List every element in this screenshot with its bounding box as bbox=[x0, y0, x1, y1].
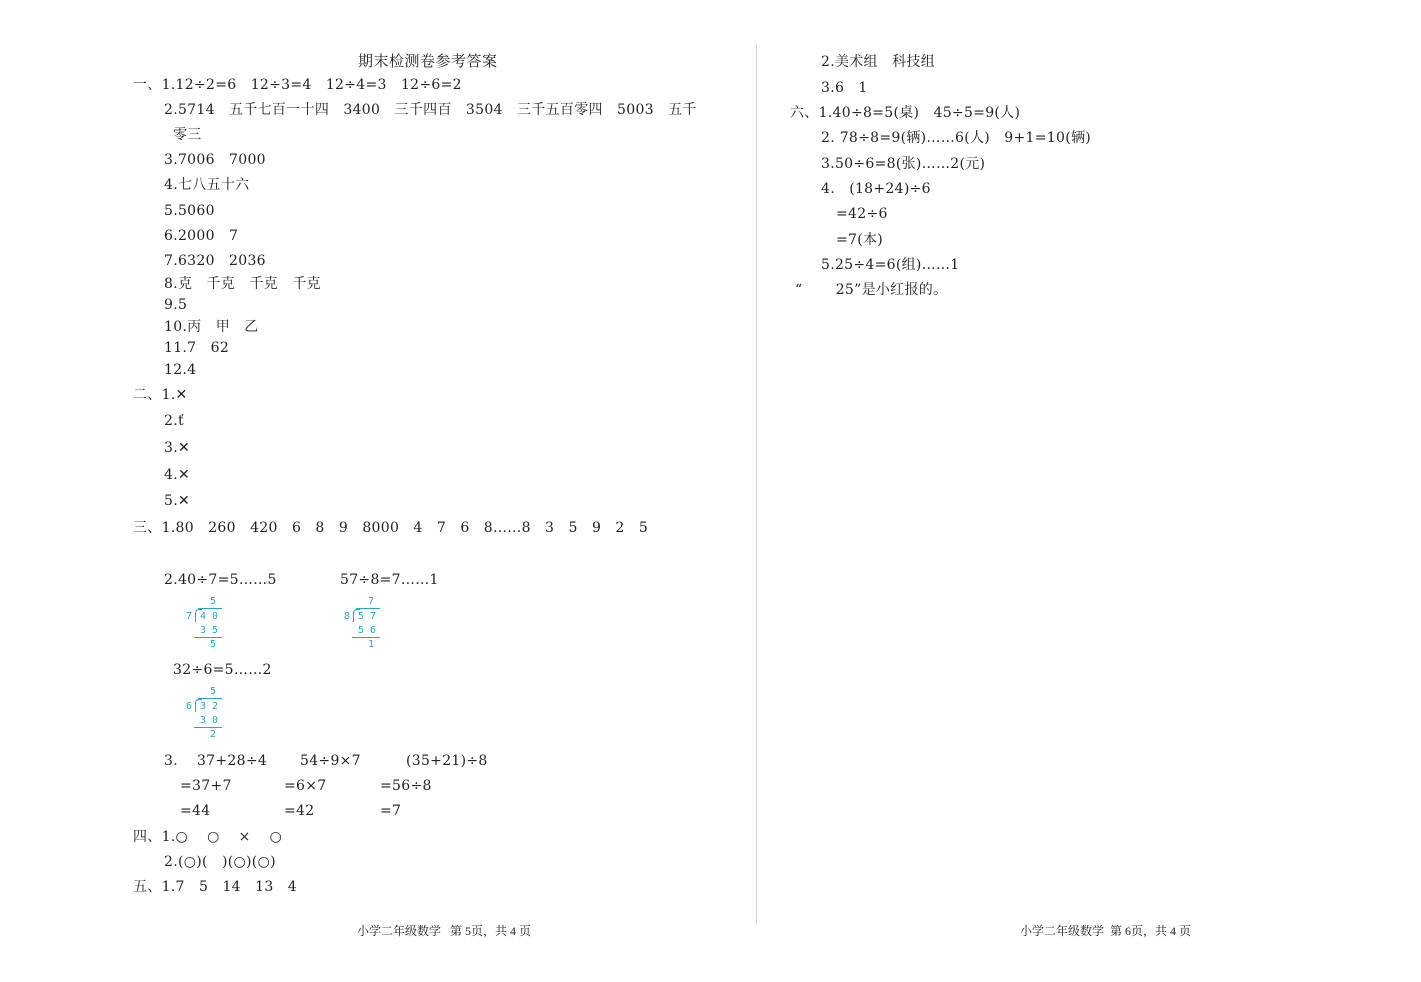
answer-line: =7 bbox=[380, 803, 402, 819]
product: 3 5 bbox=[200, 625, 219, 636]
answer-line: 一、1.12÷2=6 12÷3=4 12÷4=3 12÷6=2 bbox=[133, 77, 462, 93]
divisor: 6 bbox=[186, 701, 193, 712]
answer-line: 2.美术组 科技组 bbox=[821, 54, 936, 70]
answer-line: 6.2000 7 bbox=[164, 228, 239, 244]
division-line bbox=[198, 608, 222, 609]
page-footer-left: 小学二年级数学 第 5页，共 4 页 bbox=[357, 924, 532, 938]
answer-line: 54÷9×7 bbox=[300, 753, 361, 769]
division-line bbox=[356, 608, 380, 609]
answer-line: 57÷8=7……1 bbox=[340, 572, 439, 588]
answer-line: 3.7006 7000 bbox=[164, 152, 266, 168]
dividend: 5 7 bbox=[358, 611, 377, 622]
division-line bbox=[198, 698, 222, 699]
answer-line: 2.40÷7=5……5 bbox=[164, 572, 277, 588]
answer-line: 2.(○)( )(○)(○) bbox=[164, 854, 276, 870]
page-footer-right: 小学二年级数学 第 6页，共 4 页 bbox=[1020, 924, 1192, 938]
subtract-line bbox=[352, 637, 380, 638]
divisor: 8 bbox=[344, 611, 351, 622]
answer-line: =56÷8 bbox=[380, 778, 432, 794]
answer-line: 32÷6=5……2 bbox=[173, 662, 272, 678]
answer-line: 4.七八五十六 bbox=[164, 177, 250, 193]
answer-line: “ 25”是小红报的。 bbox=[795, 282, 948, 298]
product: 5 6 bbox=[358, 625, 377, 636]
answer-line: 5.5060 bbox=[164, 203, 215, 219]
long-division bbox=[186, 596, 226, 652]
answer-line: =42÷6 bbox=[836, 206, 888, 222]
answer-line: =6×7 bbox=[284, 778, 327, 794]
page-divider bbox=[756, 45, 757, 925]
dividend: 3 2 bbox=[200, 701, 219, 712]
answer-line: =7(本) bbox=[836, 232, 884, 248]
answer-line: 4.✕ bbox=[164, 467, 190, 483]
quotient: 5 bbox=[210, 686, 217, 697]
answer-line: 五、1.7 5 14 13 4 bbox=[133, 879, 298, 895]
quotient: 7 bbox=[368, 596, 375, 607]
answer-line: 六、1.40÷8=5(桌) 45÷5=9(人) bbox=[790, 105, 1021, 121]
remainder: 1 bbox=[368, 639, 375, 650]
divisor: 7 bbox=[186, 611, 193, 622]
dividend: 4 0 bbox=[200, 611, 219, 622]
answer-line: 7.6320 2036 bbox=[164, 253, 266, 269]
answer-line: 零三 bbox=[173, 127, 202, 143]
subtract-line bbox=[194, 637, 222, 638]
answer-line: =42 bbox=[284, 803, 315, 819]
answer-line: 2. 78÷8=9(辆)……6(人) 9+1=10(辆) bbox=[821, 130, 1092, 146]
answer-line: 11.7 62 bbox=[164, 340, 230, 356]
long-division bbox=[344, 596, 384, 652]
answer-line: 三、1.80 260 420 6 8 9 8000 4 7 6 8……8 3 5 9 2 5 bbox=[133, 520, 649, 536]
answer-line: (35+21)÷8 bbox=[406, 753, 488, 769]
answer-line: 12.4 bbox=[164, 362, 197, 378]
answer-line: 3.6 1 bbox=[821, 80, 868, 96]
answer-line: 2.ť bbox=[164, 413, 184, 429]
answer-line: 四、1.○ ○ × ○ bbox=[133, 829, 283, 845]
answer-line: 3. 37+28÷4 bbox=[164, 753, 268, 769]
answer-line: 3.✕ bbox=[164, 440, 190, 456]
answer-line: 5.25÷4=6(组)……1 bbox=[821, 257, 960, 273]
remainder: 5 bbox=[210, 639, 217, 650]
answer-line: 8.克 千克 千克 千克 bbox=[164, 276, 321, 292]
answer-line: 5.✕ bbox=[164, 493, 190, 509]
remainder: 2 bbox=[210, 729, 217, 740]
quotient: 5 bbox=[210, 596, 217, 607]
answer-key-title: 期末检测卷参考答案 bbox=[358, 52, 498, 70]
answer-line: 10.丙 甲 乙 bbox=[164, 319, 259, 335]
subtract-line bbox=[194, 727, 222, 728]
answer-line: =37+7 bbox=[180, 778, 232, 794]
answer-line: =44 bbox=[180, 803, 211, 819]
answer-line: 9.5 bbox=[164, 297, 188, 313]
long-division bbox=[186, 686, 226, 742]
product: 3 0 bbox=[200, 715, 219, 726]
answer-line: 二、1.✕ bbox=[133, 387, 188, 403]
answer-line: 3.50÷6=8(张)……2(元) bbox=[821, 156, 986, 172]
answer-line: 2.5714 五千七百一十四 3400 三千四百 3504 三千五百零四 5003 五千 bbox=[164, 102, 697, 118]
answer-line: 4. (18+24)÷6 bbox=[821, 181, 931, 197]
